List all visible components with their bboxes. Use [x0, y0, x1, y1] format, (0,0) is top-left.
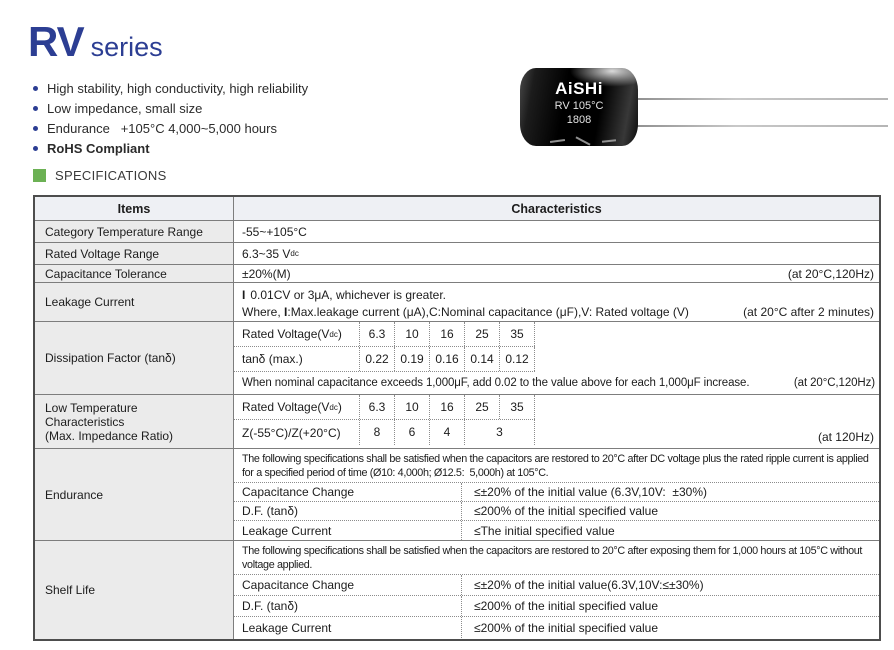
label-text: ): [337, 327, 342, 341]
voltage-value: 25: [465, 322, 500, 346]
section-title: SPECIFICATIONS: [55, 168, 167, 183]
impedance-value: 8: [360, 420, 395, 445]
capacitor-lead-top: [634, 98, 888, 100]
tan-delta-value: 0.19: [395, 347, 430, 371]
endurance-description: The following specifications shall be satisfied when the capacitors are restored to 20°C after DC voltage plus the rated ripple current is applied for a specified period of time (Ø10: 4,000h; Ø12.5: 5,000h) at 105°C.: [234, 449, 879, 483]
specifications-table: [33, 195, 881, 641]
bullet-icon: [33, 146, 38, 151]
label-subscript: dc: [329, 329, 338, 339]
table-row-category-temperature: [35, 220, 879, 242]
shelf-life-sub-row: [234, 575, 879, 596]
sub-row-value: ≤200% of the initial specified value: [474, 620, 659, 635]
feature-item: [33, 139, 308, 159]
voltage-value: 35: [500, 395, 535, 419]
table-row-shelf-life: [35, 540, 879, 639]
label-text: ): [337, 400, 342, 414]
capacitor-brand-text: AiSHi: [555, 79, 603, 98]
row-label: [35, 395, 234, 448]
row-value: [234, 322, 879, 394]
table-row-low-temperature: [35, 394, 879, 448]
feature-text: Endurance +105°C 4,000~5,000 hours: [47, 121, 277, 136]
feature-text: High stability, high conductivity, high reliability: [47, 81, 309, 96]
dissipation-note: [234, 372, 879, 394]
row-label: Category Temperature Range: [35, 221, 234, 242]
sub-row-label: Capacitance Change: [234, 575, 462, 595]
voltage-value: 35: [500, 322, 535, 346]
tan-delta-row: [234, 347, 535, 372]
where-prefix: Where,: [242, 305, 285, 319]
row-value: [234, 395, 879, 448]
row-value: [234, 243, 879, 264]
endurance-sub-row: [234, 521, 879, 540]
where-symbol: I: [284, 305, 288, 319]
impedance-ratio-row: [234, 420, 535, 445]
tolerance-value: ±20%(M): [242, 266, 291, 281]
bullet-icon: [33, 86, 38, 91]
tan-delta-value: 0.16: [430, 347, 465, 371]
note-text: When nominal capacitance exceeds 1,000μF, add 0.02 to the value above for each 1,000μF increase.: [242, 377, 750, 389]
voltage-value: 6.3: [360, 395, 395, 419]
leakage-definition: [234, 302, 879, 322]
endurance-sub-row: [234, 483, 879, 502]
voltage-value: 16: [430, 395, 465, 419]
tan-delta-value: 0.12: [500, 347, 535, 371]
capacitor-crimp-mark: [550, 139, 565, 143]
sub-row-value: ≤The initial specified value: [474, 523, 615, 538]
test-condition: (at 120Hz): [817, 430, 874, 444]
test-condition: (at 20°C after 2 minutes): [743, 305, 874, 319]
voltage-value: 10: [395, 395, 430, 419]
formula-symbol: I: [242, 288, 246, 302]
column-header-items: Items: [35, 197, 234, 220]
row-label: Dissipation Factor (tanδ): [35, 322, 234, 394]
tan-delta-value: 0.14: [465, 347, 500, 371]
label-line: Low Temperature: [45, 400, 138, 415]
feature-text: RoHS Compliant: [47, 141, 150, 156]
capacitor-photo: [518, 66, 890, 150]
sub-row-label: D.F. (tanδ): [234, 502, 462, 520]
bullet-icon: [33, 126, 38, 131]
capacitor-crimp-mark: [602, 139, 616, 142]
page-title: [28, 18, 163, 66]
low-temp-mini-table: [234, 395, 535, 445]
row-label: Shelf Life: [35, 541, 234, 639]
voltage-header-label: [234, 322, 360, 346]
impedance-value: 4: [430, 420, 465, 445]
row-label: Endurance: [35, 449, 234, 540]
feature-list: [33, 79, 308, 159]
feature-item: [33, 119, 308, 139]
voltage-value: 25: [465, 395, 500, 419]
voltage-header-row: [234, 395, 535, 420]
label-line: Characteristics: [45, 414, 125, 429]
voltage-value: 16: [430, 322, 465, 346]
capacitor-body: [520, 68, 638, 146]
table-row-rated-voltage: [35, 242, 879, 264]
sub-row-label: Capacitance Change: [234, 483, 462, 501]
tan-delta-value: 0.22: [360, 347, 395, 371]
leakage-formula: [234, 283, 879, 302]
shelf-life-description: The following specifications shall be satisfied when the capacitors are restored to 20°C after exposing them for 1,000 hours at 105°C without voltage applied.: [234, 541, 879, 575]
endurance-sub-row: [234, 502, 879, 521]
row-value: [234, 449, 879, 540]
test-condition: (at 20°C,120Hz): [793, 377, 875, 389]
capacitor-marking-series: RV 105°C: [554, 100, 604, 112]
label-line: (Max. Impedance Ratio): [45, 428, 174, 443]
impedance-value: 6: [395, 420, 430, 445]
series-code: RV: [28, 18, 84, 65]
impedance-label: Z(-55°C)/Z(+20°C): [234, 420, 360, 445]
capacitor-crimp-mark: [575, 136, 590, 145]
capacitor-marking-datecode: 1808: [566, 114, 592, 126]
specifications-section-header: [33, 168, 167, 183]
test-condition: (at 20°C,120Hz): [787, 266, 874, 281]
voltage-header-row: [234, 322, 535, 347]
series-word: series: [90, 32, 163, 62]
row-label: Capacitance Tolerance: [35, 265, 234, 282]
label-text: Rated Voltage(V: [242, 400, 330, 414]
table-row-leakage-current: [35, 282, 879, 321]
row-value: [234, 283, 879, 321]
label-subscript: dc: [329, 402, 338, 412]
feature-item: [33, 79, 308, 99]
voltage-header-label: [234, 395, 360, 419]
dissipation-mini-table: [234, 322, 535, 372]
sub-row-value: ≤±20% of the initial value (6.3V,10V: ±30%): [474, 485, 708, 499]
where-text: :Max.leakage current (μA),C:Nominal capacitance (μF),V: Rated voltage (V): [287, 305, 689, 319]
table-row-capacitance-tolerance: [35, 264, 879, 282]
label-text: Rated Voltage(V: [242, 327, 330, 341]
sub-row-label: D.F. (tanδ): [234, 596, 462, 616]
bullet-icon: [33, 106, 38, 111]
section-bullet-icon: [33, 169, 46, 182]
column-header-characteristics: Characteristics: [234, 197, 879, 220]
row-value: [234, 265, 879, 282]
sub-row-label: Leakage Current: [234, 617, 462, 638]
row-label: Leakage Current: [35, 283, 234, 321]
feature-item: [33, 99, 308, 119]
capacitor-lead-bottom: [634, 125, 888, 127]
sub-row-label: Leakage Current: [234, 521, 462, 540]
feature-text: Low impedance, small size: [47, 101, 203, 116]
table-header-row: [35, 197, 879, 220]
shelf-life-sub-row: [234, 596, 879, 617]
voltage-value: 10: [395, 322, 430, 346]
row-value: [234, 541, 879, 639]
tan-delta-label: tanδ (max.): [234, 347, 360, 371]
formula-text: 0.01CV or 3μA, whichever is greater.: [250, 288, 447, 302]
definition-text: [242, 305, 689, 319]
sub-row-value: ≤±20% of the initial value(6.3V,10V:≤±30%): [474, 578, 704, 592]
sub-row-value: ≤200% of the initial specified value: [474, 599, 659, 613]
impedance-value-span: 3: [465, 420, 535, 445]
table-row-endurance: [35, 448, 879, 540]
table-row-dissipation-factor: [35, 321, 879, 394]
shelf-life-sub-row: [234, 617, 879, 638]
voltage-unit-subscript: dc: [290, 249, 299, 258]
voltage-value: 6.3: [360, 322, 395, 346]
voltage-range-text: 6.3~35 V: [242, 246, 291, 261]
row-label: Rated Voltage Range: [35, 243, 234, 264]
row-value: -55~+105°C: [234, 221, 879, 242]
sub-row-value: ≤200% of the initial specified value: [474, 504, 659, 518]
